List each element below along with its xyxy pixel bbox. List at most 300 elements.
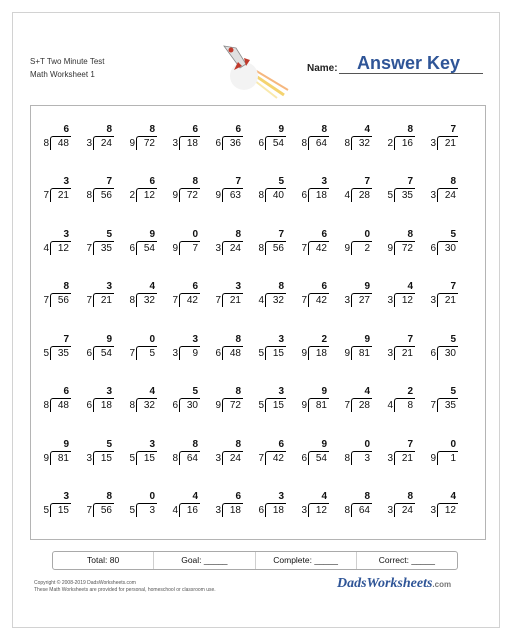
division-problem [125, 281, 161, 311]
quotient: 6 [63, 386, 69, 397]
divisor: 3 [172, 138, 178, 149]
quotient: 9 [278, 124, 284, 135]
brand-logo [337, 576, 451, 592]
quotient: 0 [364, 439, 370, 450]
division-problem [383, 176, 419, 206]
dividend: 42 [186, 295, 198, 306]
dividend: 32 [272, 295, 284, 306]
dividend: 5 [149, 348, 155, 359]
divisor: 4 [344, 190, 350, 201]
divisor: 9 [129, 138, 135, 149]
dividend: 35 [100, 243, 112, 254]
division-problem [254, 229, 290, 259]
dividend: 35 [444, 400, 456, 411]
division-problem [254, 334, 290, 364]
quotient: 9 [364, 334, 370, 345]
division-problem [125, 176, 161, 206]
division-problem [125, 439, 161, 469]
dividend: 40 [272, 190, 284, 201]
quotient: 3 [278, 386, 284, 397]
dividend: 42 [315, 243, 327, 254]
division-problem [426, 124, 462, 154]
dividend: 27 [358, 295, 370, 306]
division-problem [297, 124, 333, 154]
dividend: 21 [401, 348, 413, 359]
quotient: 3 [278, 491, 284, 502]
quotient: 0 [149, 491, 155, 502]
quotient: 8 [364, 491, 370, 502]
quotient: 8 [407, 229, 413, 240]
dividend: 56 [272, 243, 284, 254]
divisor: 8 [344, 505, 350, 516]
divisor: 6 [86, 400, 92, 411]
division-problem [297, 439, 333, 469]
brand-name: DadsWorksheets [337, 576, 433, 591]
quotient: 5 [106, 229, 112, 240]
title-line-2: Math Worksheet 1 [30, 70, 95, 79]
quotient: 8 [63, 281, 69, 292]
dividend: 15 [57, 505, 69, 516]
divisor: 7 [86, 243, 92, 254]
quotient: 7 [450, 281, 456, 292]
divisor: 8 [301, 138, 307, 149]
copyright-line-1: Copyright © 2008-2019 DadsWorksheets.com [34, 580, 136, 586]
division-problem [426, 334, 462, 364]
problem-grid [30, 105, 486, 540]
division-problem [340, 124, 376, 154]
division-problem [82, 491, 118, 521]
quotient: 0 [450, 439, 456, 450]
division-problem [211, 281, 247, 311]
divisor: 9 [215, 190, 221, 201]
divisor: 4 [172, 505, 178, 516]
dividend: 12 [401, 295, 413, 306]
divisor: 9 [215, 400, 221, 411]
divisor: 7 [215, 295, 221, 306]
quotient: 8 [235, 386, 241, 397]
divisor: 9 [172, 243, 178, 254]
division-problem [254, 491, 290, 521]
divisor: 3 [301, 505, 307, 516]
title-line-1: S+T Two Minute Test [30, 57, 105, 66]
quotient: 4 [321, 491, 327, 502]
division-problem [125, 491, 161, 521]
division-problem [82, 281, 118, 311]
dividend: 15 [100, 453, 112, 464]
quotient: 6 [192, 281, 198, 292]
division-problem [39, 334, 75, 364]
quotient: 5 [450, 334, 456, 345]
quotient: 7 [407, 334, 413, 345]
quotient: 6 [278, 439, 284, 450]
quotient: 8 [235, 334, 241, 345]
divisor: 8 [43, 138, 49, 149]
division-problem [297, 176, 333, 206]
dividend: 56 [100, 190, 112, 201]
quotient: 7 [407, 439, 413, 450]
division-problem [211, 229, 247, 259]
dividend: 12 [143, 190, 155, 201]
dividend: 16 [186, 505, 198, 516]
division-problem [168, 229, 204, 259]
divisor: 9 [387, 243, 393, 254]
quotient: 4 [364, 386, 370, 397]
divisor: 3 [387, 348, 393, 359]
division-problem [426, 229, 462, 259]
divisor: 6 [215, 348, 221, 359]
quotient: 4 [450, 491, 456, 502]
quotient: 3 [321, 176, 327, 187]
dividend: 81 [315, 400, 327, 411]
divisor: 8 [344, 453, 350, 464]
divisor: 7 [86, 505, 92, 516]
division-problem [82, 386, 118, 416]
divisor: 6 [172, 400, 178, 411]
quotient: 9 [63, 439, 69, 450]
dividend: 9 [192, 348, 198, 359]
divisor: 6 [215, 138, 221, 149]
quotient: 5 [450, 229, 456, 240]
divisor: 5 [258, 348, 264, 359]
quotient: 3 [63, 491, 69, 502]
quotient: 3 [106, 386, 112, 397]
dividend: 56 [57, 295, 69, 306]
dividend: 81 [358, 348, 370, 359]
dividend: 64 [358, 505, 370, 516]
dividend: 21 [401, 453, 413, 464]
total-label: Total: 80 [53, 552, 154, 569]
division-problem [211, 491, 247, 521]
dividend: 35 [401, 190, 413, 201]
division-problem [168, 491, 204, 521]
divisor: 3 [387, 295, 393, 306]
quotient: 8 [235, 439, 241, 450]
division-problem [383, 386, 419, 416]
dividend: 54 [143, 243, 155, 254]
dividend: 56 [100, 505, 112, 516]
dividend: 72 [401, 243, 413, 254]
divisor: 7 [258, 453, 264, 464]
division-problem [168, 439, 204, 469]
division-problem [340, 229, 376, 259]
divisor: 5 [43, 348, 49, 359]
division-problem [125, 229, 161, 259]
dividend: 24 [229, 453, 241, 464]
division-problem [254, 386, 290, 416]
division-problem [297, 281, 333, 311]
divisor: 7 [344, 400, 350, 411]
quotient: 9 [321, 439, 327, 450]
division-problem [383, 229, 419, 259]
divisor: 3 [215, 453, 221, 464]
divisor: 6 [301, 453, 307, 464]
dividend: 24 [100, 138, 112, 149]
divisor: 3 [430, 505, 436, 516]
divisor: 8 [172, 453, 178, 464]
quotient: 3 [149, 439, 155, 450]
quotient: 5 [106, 439, 112, 450]
dividend: 15 [143, 453, 155, 464]
divisor: 8 [129, 400, 135, 411]
dividend: 28 [358, 400, 370, 411]
dividend: 54 [315, 453, 327, 464]
quotient: 6 [149, 176, 155, 187]
divisor: 7 [129, 348, 135, 359]
divisor: 7 [43, 190, 49, 201]
division-problem [426, 281, 462, 311]
divisor: 3 [215, 243, 221, 254]
division-problem [426, 439, 462, 469]
divisor: 8 [86, 190, 92, 201]
division-problem [82, 229, 118, 259]
dividend: 32 [143, 400, 155, 411]
divisor: 3 [430, 138, 436, 149]
quotient: 7 [278, 229, 284, 240]
division-problem [340, 386, 376, 416]
quotient: 8 [407, 124, 413, 135]
quotient: 8 [321, 124, 327, 135]
division-problem [426, 176, 462, 206]
division-problem [297, 334, 333, 364]
dividend: 21 [57, 190, 69, 201]
divisor: 3 [430, 295, 436, 306]
division-problem [297, 386, 333, 416]
dividend: 48 [57, 400, 69, 411]
dividend: 48 [229, 348, 241, 359]
divisor: 7 [301, 243, 307, 254]
quotient: 8 [192, 176, 198, 187]
divisor: 6 [301, 190, 307, 201]
division-problem [383, 334, 419, 364]
dividend: 35 [57, 348, 69, 359]
divisor: 8 [258, 190, 264, 201]
division-problem [297, 491, 333, 521]
division-problem [39, 176, 75, 206]
quotient: 5 [192, 386, 198, 397]
divisor: 9 [43, 453, 49, 464]
quotient: 6 [321, 229, 327, 240]
quotient: 3 [278, 334, 284, 345]
complete-field[interactable]: Complete: _____ [256, 552, 357, 569]
division-problem [383, 124, 419, 154]
quotient: 4 [149, 386, 155, 397]
quotient: 8 [106, 491, 112, 502]
dividend: 18 [186, 138, 198, 149]
division-problem [340, 281, 376, 311]
dividend: 21 [444, 138, 456, 149]
dividend: 7 [192, 243, 198, 254]
quotient: 2 [407, 386, 413, 397]
quotient: 7 [450, 124, 456, 135]
quotient: 3 [192, 334, 198, 345]
dividend: 30 [444, 243, 456, 254]
correct-field[interactable]: Correct: _____ [378, 555, 435, 565]
dividend: 72 [143, 138, 155, 149]
dividend: 15 [272, 348, 284, 359]
dividend: 42 [272, 453, 284, 464]
dividend: 15 [272, 400, 284, 411]
division-problem [39, 229, 75, 259]
divisor: 5 [387, 190, 393, 201]
division-problem [254, 124, 290, 154]
division-problem [211, 439, 247, 469]
quotient: 9 [321, 386, 327, 397]
quotient: 3 [235, 281, 241, 292]
dividend: 1 [450, 453, 456, 464]
goal-field[interactable]: Goal: _____ [154, 552, 255, 569]
division-problem [340, 439, 376, 469]
divisor: 4 [258, 295, 264, 306]
dividend: 21 [444, 295, 456, 306]
dividend: 64 [315, 138, 327, 149]
dividend: 28 [358, 190, 370, 201]
quotient: 9 [149, 229, 155, 240]
dividend: 30 [444, 348, 456, 359]
dividend: 54 [272, 138, 284, 149]
divisor: 2 [129, 190, 135, 201]
divisor: 5 [43, 505, 49, 516]
division-problem [168, 281, 204, 311]
divisor: 9 [344, 348, 350, 359]
division-problem [39, 491, 75, 521]
copyright-notice [34, 580, 216, 594]
quotient: 7 [407, 176, 413, 187]
dividend: 24 [401, 505, 413, 516]
quotient: 8 [278, 281, 284, 292]
quotient: 3 [63, 229, 69, 240]
quotient: 8 [450, 176, 456, 187]
score-bar [52, 551, 458, 570]
quotient: 0 [192, 229, 198, 240]
quotient: 3 [106, 281, 112, 292]
division-problem [125, 124, 161, 154]
answer-key-heading: Answer Key [357, 53, 461, 73]
dividend: 30 [186, 400, 198, 411]
quotient: 6 [192, 124, 198, 135]
division-problem [211, 176, 247, 206]
divisor: 8 [129, 295, 135, 306]
divisor: 6 [430, 243, 436, 254]
divisor: 4 [387, 400, 393, 411]
division-problem [82, 124, 118, 154]
worksheet-title [30, 55, 104, 81]
divisor: 7 [430, 400, 436, 411]
quotient: 7 [63, 334, 69, 345]
dividend: 72 [186, 190, 198, 201]
quotient: 8 [106, 124, 112, 135]
divisor: 6 [258, 505, 264, 516]
division-problem [254, 281, 290, 311]
dividend: 21 [100, 295, 112, 306]
quotient: 0 [149, 334, 155, 345]
dividend: 18 [229, 505, 241, 516]
rocket-icon [214, 40, 294, 100]
divisor: 7 [301, 295, 307, 306]
dividend: 48 [57, 138, 69, 149]
dividend: 8 [407, 400, 413, 411]
dividend: 24 [444, 190, 456, 201]
division-problem [383, 491, 419, 521]
quotient: 5 [278, 176, 284, 187]
quotient: 4 [149, 281, 155, 292]
dividend: 12 [315, 505, 327, 516]
divisor: 6 [430, 348, 436, 359]
division-problem [340, 491, 376, 521]
quotient: 4 [192, 491, 198, 502]
divisor: 3 [86, 453, 92, 464]
divisor: 8 [258, 243, 264, 254]
dividend: 18 [315, 348, 327, 359]
divisor: 7 [172, 295, 178, 306]
divisor: 2 [387, 138, 393, 149]
division-problem [168, 386, 204, 416]
quotient: 6 [235, 491, 241, 502]
division-problem [426, 386, 462, 416]
divisor: 5 [258, 400, 264, 411]
division-problem [82, 439, 118, 469]
division-problem [426, 491, 462, 521]
division-problem [297, 229, 333, 259]
quotient: 6 [63, 124, 69, 135]
divisor: 9 [344, 243, 350, 254]
divisor: 3 [172, 348, 178, 359]
quotient: 8 [192, 439, 198, 450]
quotient: 3 [63, 176, 69, 187]
dividend: 18 [100, 400, 112, 411]
dividend: 16 [401, 138, 413, 149]
quotient: 9 [364, 281, 370, 292]
dividend: 63 [229, 190, 241, 201]
quotient: 6 [321, 281, 327, 292]
divisor: 6 [129, 243, 135, 254]
divisor: 9 [301, 348, 307, 359]
division-problem [168, 334, 204, 364]
quotient: 8 [235, 229, 241, 240]
quotient: 9 [106, 334, 112, 345]
dividend: 21 [229, 295, 241, 306]
dividend: 12 [444, 505, 456, 516]
division-problem [211, 334, 247, 364]
dividend: 3 [364, 453, 370, 464]
divisor: 3 [215, 505, 221, 516]
divisor: 7 [86, 295, 92, 306]
divisor: 6 [258, 138, 264, 149]
quotient: 6 [235, 124, 241, 135]
dividend: 32 [358, 138, 370, 149]
division-problem [340, 334, 376, 364]
division-problem [39, 386, 75, 416]
division-problem [39, 281, 75, 311]
division-problem [39, 439, 75, 469]
quotient: 0 [364, 229, 370, 240]
quotient: 7 [235, 176, 241, 187]
brand-suffix: .com [432, 580, 452, 589]
division-problem [125, 334, 161, 364]
quotient: 4 [407, 281, 413, 292]
divisor: 8 [43, 400, 49, 411]
quotient: 5 [450, 386, 456, 397]
division-problem [254, 176, 290, 206]
divisor: 9 [301, 400, 307, 411]
division-problem [168, 176, 204, 206]
divisor: 7 [43, 295, 49, 306]
divisor: 5 [129, 505, 135, 516]
quotient: 8 [407, 491, 413, 502]
divisor: 3 [344, 295, 350, 306]
quotient: 8 [149, 124, 155, 135]
divisor: 3 [430, 190, 436, 201]
dividend: 32 [143, 295, 155, 306]
